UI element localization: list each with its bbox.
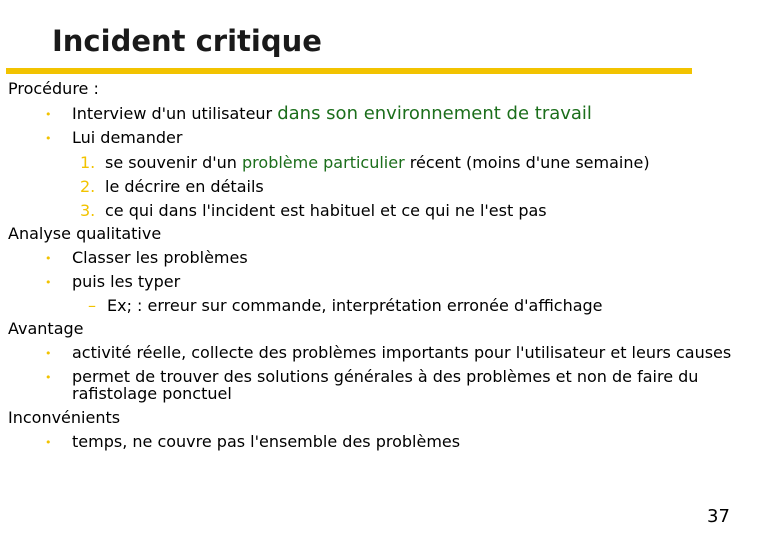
procedure-bullet-1 [72,105,592,123]
analyse-heading: Analyse qualitative [8,224,162,243]
step-2-number: 2. [80,177,96,196]
slide-title: Incident critique [52,24,322,58]
procedure-bullet-1-text: Interview d'un utilisateur [72,104,278,123]
analyse-bullet-2: puis les typer [72,272,181,291]
step-1-text-c: récent (moins d'une semaine) [404,153,650,172]
bullet-icon: • [45,347,52,360]
procedure-bullet-1-emphasis: dans son environnement de travail [277,103,592,124]
step-1 [105,154,650,172]
bullet-icon: • [45,132,52,145]
bullet-icon: • [45,108,52,121]
step-3: ce qui dans l'incident est habituel et ce qui ne l'est pas [105,201,547,220]
step-1-number: 1. [80,153,96,172]
analyse-example: Ex; : erreur sur commande, interprétation erronée d'affichage [107,296,603,315]
dash-icon: – [88,296,96,315]
bullet-icon: • [45,371,52,384]
step-1-emphasis: problème particulier [242,153,405,172]
bullet-icon: • [45,252,52,265]
step-3-number: 3. [80,201,96,220]
avantage-bullet-2-line-1: permet de trouver des solutions générales à des problèmes et non de faire du [72,367,699,386]
title-underline [6,68,692,74]
inconvenients-bullet-1: temps, ne couvre pas l'ensemble des problèmes [72,432,461,451]
step-2: le décrire en détails [105,177,264,196]
page-number: 37 [707,506,730,527]
step-1-text-a: se souvenir d'un [105,153,243,172]
procedure-heading: Procédure : [8,79,99,98]
bullet-icon: • [45,276,52,289]
bullet-icon: • [45,436,52,449]
analyse-bullet-1: Classer les problèmes [72,248,248,267]
avantage-bullet-2-line-2: rafistolage ponctuel [72,384,232,403]
procedure-bullet-2: Lui demander [72,128,183,147]
avantage-heading: Avantage [8,319,84,338]
avantage-bullet-1: activité réelle, collecte des problèmes importants pour l'utilisateur et leurs causes [72,343,732,362]
inconvenients-heading: Inconvénients [8,408,121,427]
